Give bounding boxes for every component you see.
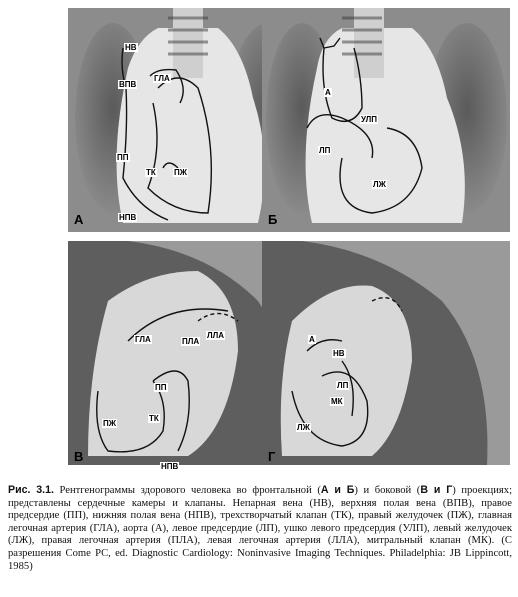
xray-image-b xyxy=(262,8,510,232)
caption-text-1: Рентгенограммы здорового человека во фронтальной ( xyxy=(53,485,321,496)
label-tk: ТК xyxy=(149,414,159,423)
label-pzh: ПЖ xyxy=(103,419,116,428)
label-npv: НПВ xyxy=(161,462,179,471)
figure-caption xyxy=(8,484,512,573)
label-nv: НВ xyxy=(125,43,137,52)
caption-text-3: ) проекциях; представлены сердечные камеры и клапаны. Непарная вена (НВ), верхняя полая вена (ВПВ), правое предсердие (ПП), нижняя полая вена (НПВ), трехстворчатый клапан (ТК), правый желудочек (ПЖ), главная легочная артерия (ГЛА), аорта (А), левое предсердие (ЛП), ушко левого предсердия (УЛП), левый желудочек (ЛЖ), правая легочная артерия (ПЛА), левая легочная артерия (ЛЛА), митральный клапан (МК). (С разрешения Come PC, ed. Diagnostic Cardiology: Noninvasive Imaging Techniques. Philadelphia: JB Lippincott, 1985) xyxy=(8,485,513,572)
label-lp: ЛП xyxy=(319,146,331,155)
xray-panel-b xyxy=(262,8,510,232)
label-pp: ПП xyxy=(117,153,129,162)
label-mk: МК xyxy=(331,397,343,406)
label-npv: НПВ xyxy=(119,213,137,222)
caption-fig-label: Рис. 3.1. xyxy=(8,484,54,496)
label-tk: ТК xyxy=(146,168,156,177)
panel-letter-g: Г xyxy=(268,449,276,464)
panel-letter-b: Б xyxy=(268,212,278,227)
caption-vg: В и Г xyxy=(420,484,453,496)
label-lla: ЛЛА xyxy=(207,331,225,340)
label-lzh: ЛЖ xyxy=(373,180,386,189)
label-pla: ПЛА xyxy=(182,337,200,346)
panel-letter-v: В xyxy=(74,449,84,464)
label-ulp: УЛП xyxy=(361,115,378,124)
label-a: А xyxy=(309,335,315,344)
label-nv: НВ xyxy=(333,349,345,358)
caption-ab: А и Б xyxy=(320,484,355,496)
label-vpv: ВПВ xyxy=(119,80,137,89)
label-a: А xyxy=(325,88,331,97)
panel-letter-a: А xyxy=(74,212,84,227)
label-gla: ГЛА xyxy=(135,335,151,344)
xray-panel-g xyxy=(262,241,510,465)
label-gla: ГЛА xyxy=(154,74,170,83)
label-pp: ПП xyxy=(155,383,167,392)
label-lp: ЛП xyxy=(337,381,349,390)
label-pzh: ПЖ xyxy=(174,168,187,177)
caption-text-2: ) и боковой ( xyxy=(354,485,421,496)
label-lzh: ЛЖ xyxy=(297,423,310,432)
